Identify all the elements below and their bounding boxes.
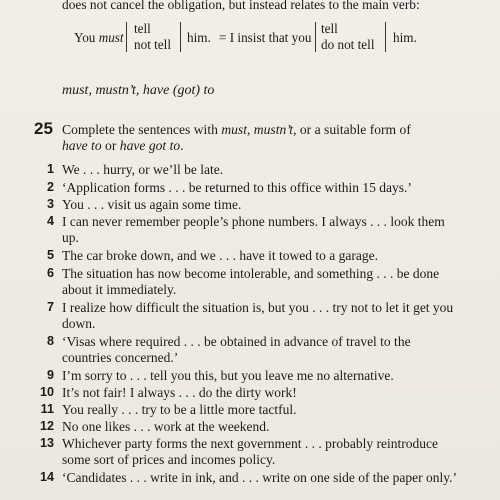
item-number: 9 <box>46 368 54 382</box>
intro-text: does not cancel the obligation, but instead relates to the main verb: <box>62 0 420 12</box>
example-table <box>0 20 500 54</box>
item-text: We . . . hurry, or we’ll be late. <box>62 162 224 177</box>
instruction-must: must <box>221 122 247 137</box>
option-tell-left: tell <box>134 21 151 36</box>
item-text: It’s not fair! I always . . . do the dirty work! <box>62 385 297 400</box>
exercise-number: 25 <box>34 119 53 138</box>
example-options-right <box>321 21 374 53</box>
item-number: 8 <box>46 334 54 348</box>
example-him-right: him. <box>393 30 417 45</box>
item-text: The situation has now become intolerable, and something . . . be done about it immediately. <box>62 266 440 297</box>
example-must: must <box>98 30 124 45</box>
instruction-have-to: have to <box>62 138 102 153</box>
example-divider-1 <box>126 22 127 52</box>
item-number: 6 <box>46 266 54 280</box>
item-text: I realize how difficult the situation is, but you . . . try not to let it get you down. <box>62 300 454 331</box>
item-number: 1 <box>46 162 54 176</box>
item-number: 5 <box>46 248 54 262</box>
item-number: 3 <box>46 197 54 211</box>
item-text: You . . . visit us again some time. <box>62 197 242 212</box>
instruction-have-got-to: have got to <box>119 138 181 153</box>
item-text: ‘Visas where required . . . be obtained in advance of travel to the countries concerned.’ <box>62 334 411 365</box>
item-text: ‘Application forms . . . be returned to this office within 15 days.’ <box>62 180 412 195</box>
item-text: The car broke down, and we . . . have it towed to a garage. <box>62 248 379 263</box>
instruction-text-1: Complete the sentences with <box>62 122 222 137</box>
example-you-word: You <box>74 30 96 45</box>
example-divider-2 <box>180 22 181 52</box>
instruction-sep: , <box>247 122 254 137</box>
example-divider-3 <box>315 22 316 52</box>
instruction-mustnt: mustn’t <box>253 122 294 137</box>
example-you <box>74 30 124 46</box>
section-heading: must, mustn’t, have (got) to <box>62 83 215 98</box>
option-not-tell-left: not tell <box>134 37 171 52</box>
item-text: ‘Candidates . . . write in ink, and . . . write on one side of the paper only.’ <box>62 470 458 485</box>
item-number: 12 <box>39 419 54 433</box>
item-number: 10 <box>39 385 54 399</box>
item-number: 14 <box>39 470 54 484</box>
example-options-left <box>134 21 171 53</box>
example-divider-4 <box>385 22 386 52</box>
item-text: Whichever party forms the next government . . . probably reintroduce some sort of prices and incomes policy. <box>62 436 438 467</box>
instruction-text-2: , or a suitable form of <box>293 122 411 137</box>
option-tell-right: tell <box>321 21 338 36</box>
item-number: 13 <box>39 436 54 450</box>
item-number: 11 <box>40 402 54 416</box>
item-number: 7 <box>46 300 54 314</box>
exercise-instruction <box>62 122 452 154</box>
example-equals-text: = I insist that you <box>219 30 312 45</box>
instruction-end: . <box>180 138 184 153</box>
example-him-left: him. <box>187 30 211 45</box>
option-do-not-tell-right: do not tell <box>321 37 375 52</box>
item-text: No one likes . . . work at the weekend. <box>62 419 270 434</box>
item-text: I can never remember people’s phone numbers. I always . . . look them up. <box>62 214 445 245</box>
instruction-or: or <box>101 138 120 153</box>
item-number: 4 <box>46 214 54 228</box>
item-text: You really . . . try to be a little more tactful. <box>62 402 297 417</box>
item-text: I’m sorry to . . . tell you this, but you leave me no alternative. <box>62 368 394 383</box>
item-number: 2 <box>46 180 54 194</box>
